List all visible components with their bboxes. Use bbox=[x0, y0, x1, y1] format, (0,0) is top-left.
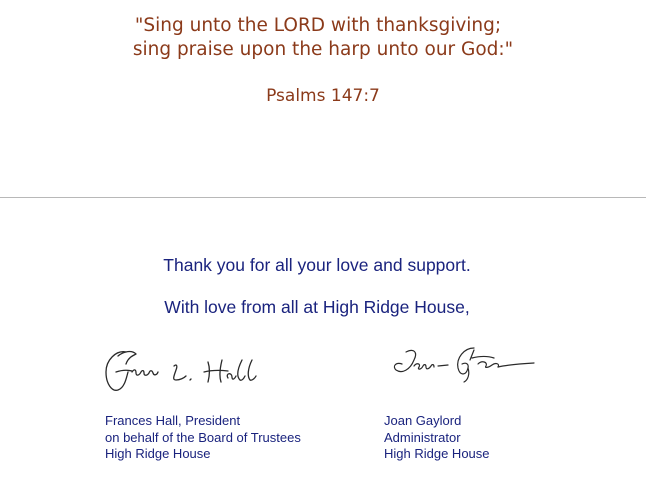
verse-reference: Psalms 147:7 bbox=[266, 86, 380, 106]
signer-block-joan-gaylord bbox=[384, 413, 490, 463]
signer-organization: High Ridge House bbox=[384, 446, 490, 461]
closing-message: With love from all at High Ridge House, bbox=[164, 297, 470, 317]
signature-frances-hall bbox=[98, 342, 278, 397]
signer-role: Administrator bbox=[384, 429, 461, 445]
signature-joan-gaylord bbox=[384, 340, 544, 385]
verse-line-1: "Sing unto the LORD with thanksgiving; bbox=[134, 15, 502, 36]
signer-name: Joan Gaylord bbox=[384, 413, 462, 428]
signer-affiliation: on behalf of the Board of Trustees bbox=[105, 429, 301, 445]
thank-you-message: Thank you for all your love and support. bbox=[163, 255, 471, 275]
bible-verse bbox=[0, 14, 646, 62]
signer-block-frances-hall bbox=[105, 413, 301, 463]
verse-line-2: sing praise upon the harp unto our God:" bbox=[132, 39, 514, 60]
signer-organization: High Ridge House bbox=[105, 446, 211, 461]
section-divider bbox=[0, 197, 646, 198]
signer-name-title: Frances Hall, President bbox=[105, 413, 241, 428]
